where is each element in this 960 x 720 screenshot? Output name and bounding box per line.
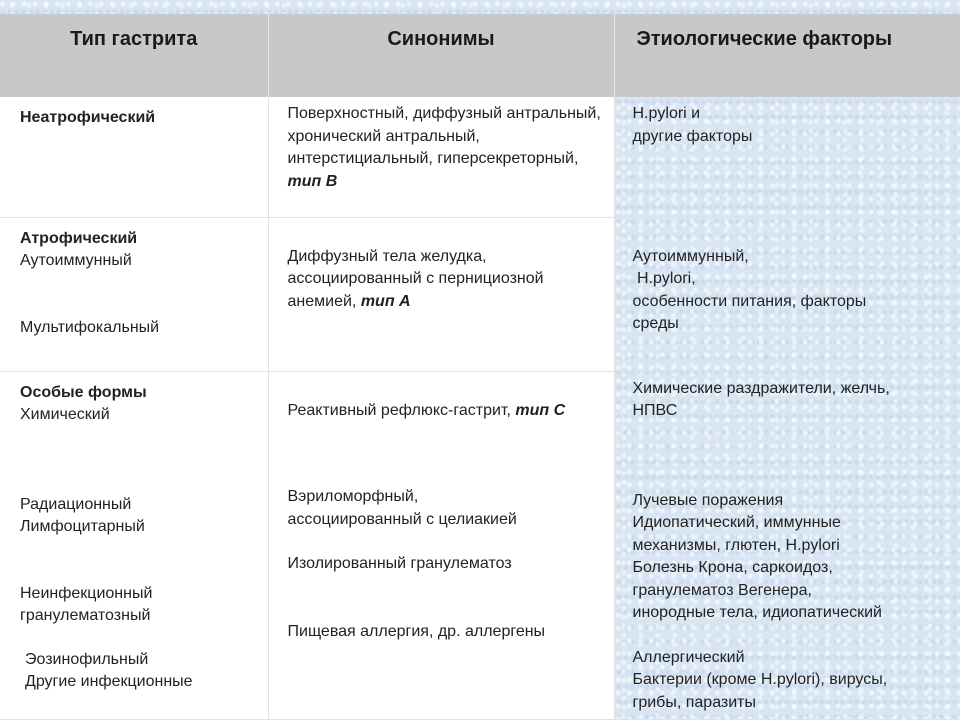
- etiology-line: Болезнь Крона, саркоидоз,: [632, 559, 833, 576]
- synonym-text: Реактивный рефлюкс-гастрит,: [287, 401, 511, 419]
- etiology-line: механизмы, глютен, H.pylori: [632, 536, 840, 554]
- etiology-line: H.pylori и: [632, 105, 701, 122]
- table-row: [0, 371, 960, 720]
- etiology-line: Аутоиммунный,: [632, 247, 749, 265]
- etiology-line: среды: [632, 315, 679, 332]
- synonym-line: Пищевая аллергия, др. аллергены: [287, 622, 546, 640]
- type-cell: [0, 217, 268, 371]
- etiology-cell: [614, 217, 960, 371]
- type-subtype: Мультифокальный: [20, 318, 160, 336]
- etiology-line: H.pylori,: [632, 270, 696, 287]
- type-title: Неатрофический: [20, 109, 156, 126]
- etiology-cell: [614, 371, 960, 720]
- etiology-line: Идиопатический, иммунные: [632, 514, 841, 531]
- header-row: [0, 14, 960, 97]
- type-subtype: Эозинофильный: [25, 650, 149, 668]
- type-title: Особые формы: [20, 383, 147, 401]
- etiology-line: инородные тела, идиопатический: [632, 604, 882, 621]
- synonym-text: Поверхностный, диффузный антральный, хронический антральный, интерстициальный, гиперсекреторный,: [287, 105, 601, 167]
- synonym-type-label: тип С: [515, 401, 566, 419]
- table-row: [0, 97, 960, 217]
- type-subtype: Другие инфекционные: [25, 673, 193, 690]
- synonym-type-label: тип В: [287, 172, 338, 190]
- type-subtype: Неинфекционный: [20, 584, 153, 602]
- synonyms-cell: [268, 217, 614, 371]
- etiology-line: НПВС: [632, 402, 678, 419]
- etiology-line: другие факторы: [632, 127, 753, 145]
- header-synonyms: Синонимы: [268, 14, 614, 97]
- synonym-line: ассоциированный с целиакией: [287, 510, 517, 528]
- header-gastritis-type: Тип гастрита: [0, 14, 268, 97]
- type-subtype: гранулематозный: [20, 607, 151, 624]
- type-subtype: Лимфоцитарный: [20, 518, 145, 535]
- top-decorative-stripe: [0, 0, 960, 14]
- etiology-line: особенности питания, факторы: [632, 292, 867, 310]
- synonyms-cell: [268, 97, 614, 217]
- synonym-type-label: тип А: [360, 292, 411, 310]
- etiology-line: гранулематоз Вегенера,: [632, 581, 812, 599]
- header-etiology: Этиологические факторы: [614, 14, 960, 97]
- gastritis-classification-table: [0, 14, 960, 720]
- table-row: [0, 217, 960, 371]
- synonyms-cell: [268, 371, 614, 720]
- etiology-line: Бактерии (кроме H.pylori), вирусы,: [632, 671, 888, 688]
- type-cell: [0, 371, 268, 720]
- etiology-cell: [614, 97, 960, 217]
- type-subtype: Химический: [20, 406, 110, 423]
- synonym-line: Изолированный гранулематоз: [287, 555, 512, 572]
- etiology-line: Аллергический: [632, 648, 745, 666]
- type-title: Атрофический: [20, 229, 138, 247]
- type-cell: [0, 97, 268, 217]
- type-subtype: Радиационный: [20, 495, 132, 513]
- etiology-line: Лучевые поражения: [632, 491, 784, 509]
- etiology-line: грибы, паразиты: [632, 693, 757, 711]
- synonym-text: Диффузный тела желудка, ассоциированный с пернициозной анемией,: [287, 247, 544, 310]
- synonym-line: Вэриломорфный,: [287, 488, 419, 505]
- type-subtype: Аутоиммунный: [20, 252, 132, 269]
- etiology-line: Химические раздражители, желчь,: [632, 379, 890, 397]
